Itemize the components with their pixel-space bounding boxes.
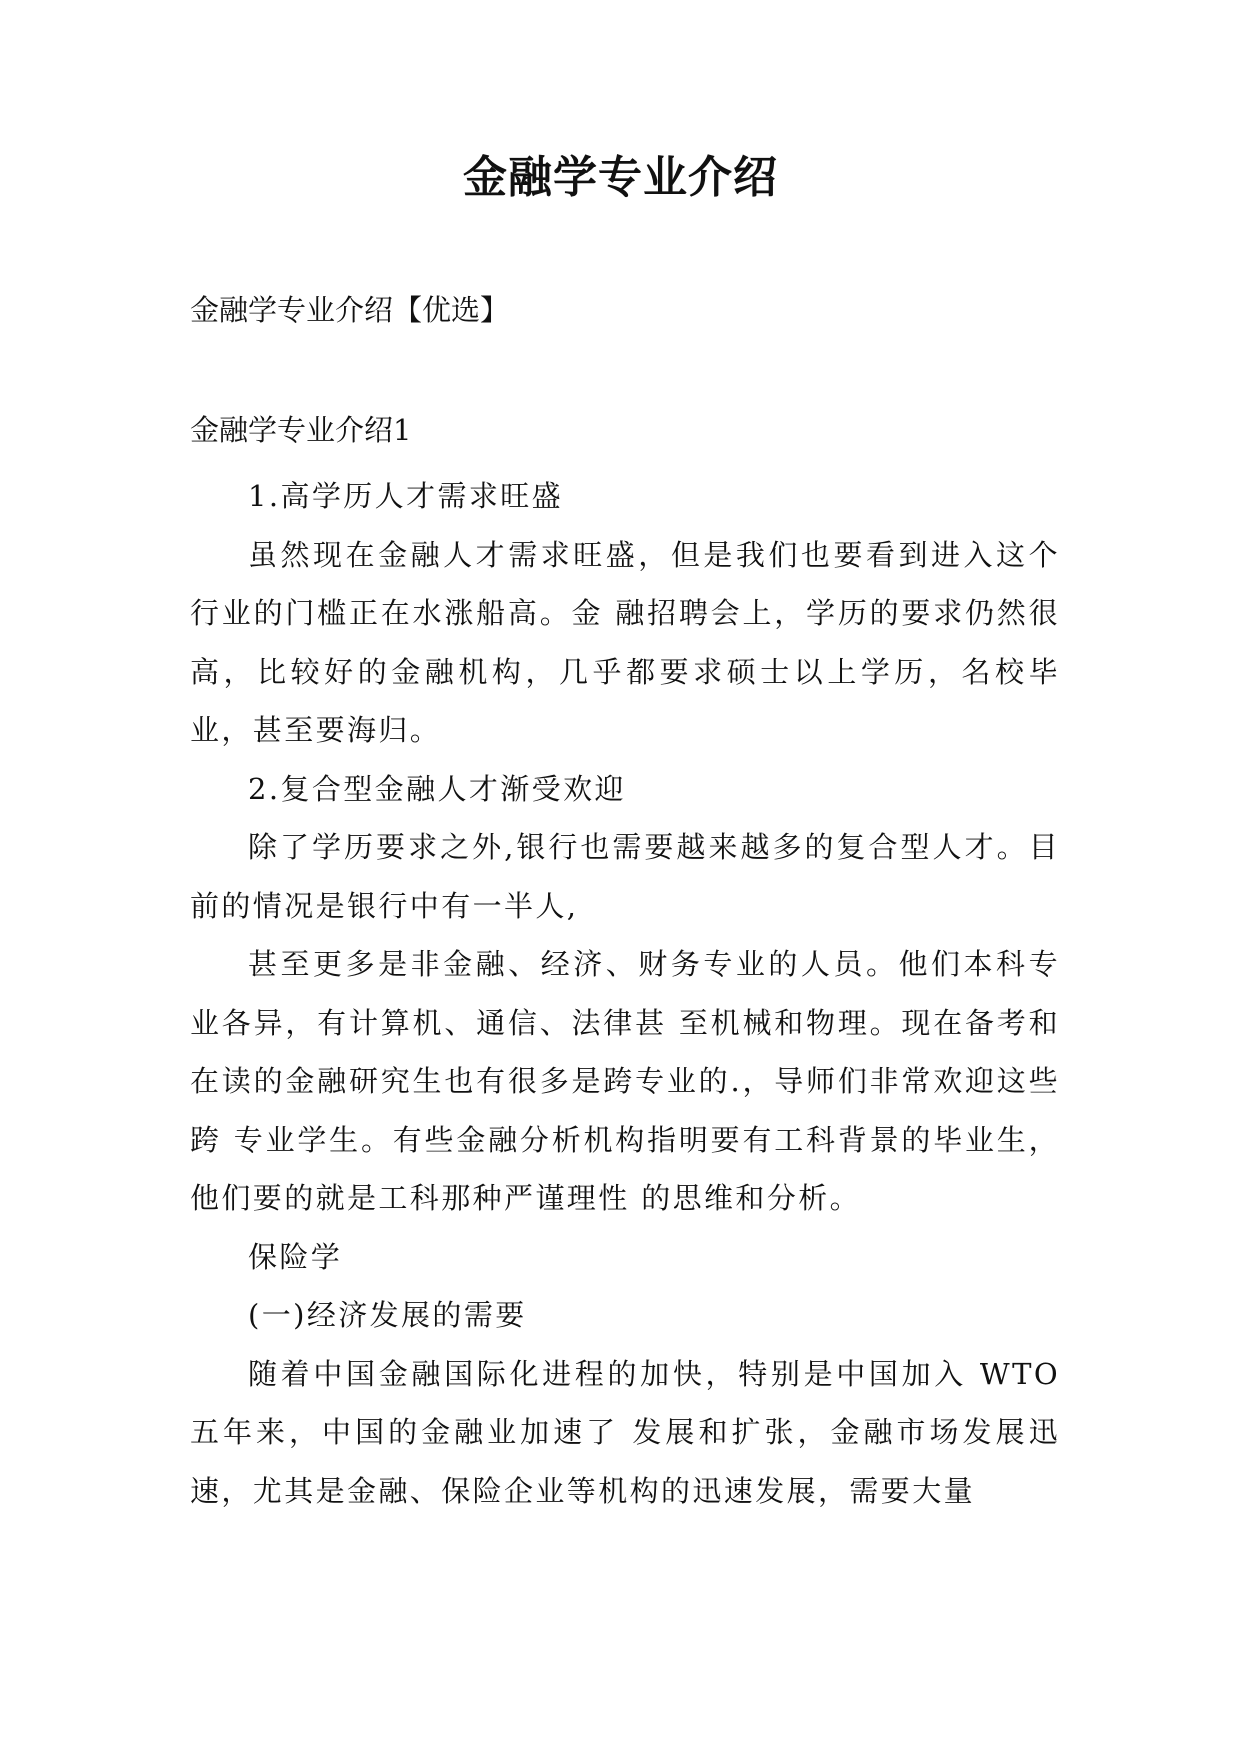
paragraph: 保险学 — [248, 1239, 343, 1274]
paragraph: 除了学历要求之外,银行也需要越来越多的复合型人才。目前的情况是银行中有一半人, — [190, 830, 1060, 923]
section-heading: 金融学专业介绍1 — [190, 413, 412, 447]
paragraph: 甚至更多是非金融、经济、财务专业的人员。他们本科专业各异，有计算机、通信、法律甚 至机械和物理。现在备考和在读的金融研究生也有很多是跨专业的.，导师们非常欢迎这些跨 专业学生。有些金融分析机构指明要有工科背景的毕业生，他们要的就是工科那种严谨理性 的思维和分析。 — [190, 947, 1060, 1215]
paragraph: 随着中国金融国际化进程的加快，特别是中国加入 WTO五年来，中国的金融业加速了 发展和扩张，金融市场发展迅速，尤其是金融、保险企业等机构的迅速发展，需要大量 — [190, 1356, 1060, 1508]
document-subtitle: 金融学专业介绍【优选】 — [190, 293, 510, 327]
document-body — [190, 467, 1060, 1520]
paragraph: (一)经济发展的需要 — [248, 1298, 527, 1332]
document-title: 金融学专业介绍 — [463, 152, 778, 203]
paragraph: 虽然现在金融人才需求旺盛，但是我们也要看到进入这个行业的门槛正在水涨船高。金 融招聘会上，学历的要求仍然很高，比较好的金融机构，几乎都要求硕士以上学历，名校毕 业，甚至要海归。 — [190, 537, 1060, 747]
paragraph: 1.高学历人才需求旺盛 — [248, 479, 564, 513]
paragraph: 2.复合型金融人才渐受欢迎 — [248, 771, 626, 806]
